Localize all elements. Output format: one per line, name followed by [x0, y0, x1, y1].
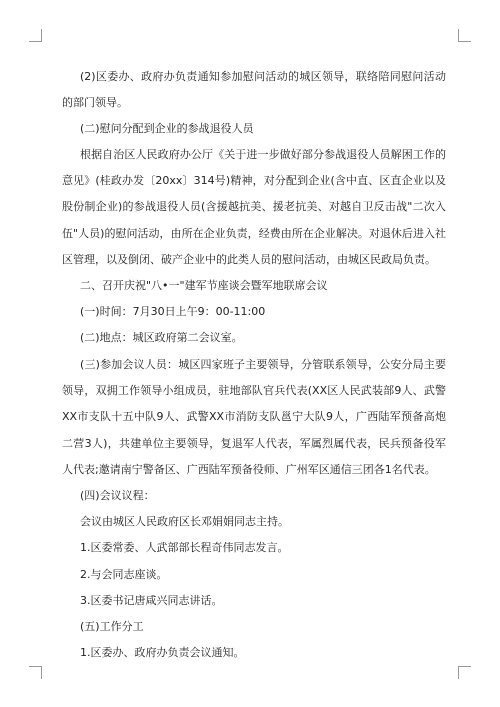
paragraph-notify-leaders: (2)区委办、政府办负责通知参加慰问活动的城区领导，联络陪同慰问活动的部门领导。: [62, 70, 446, 110]
paragraph-enterprise-veterans: 根据自治区人民政府办公厅《关于进一步做好部分参战退役人员解困工作的意见》(桂政办发〔20xx〕314号)精神，对分配到企业(含中直、区直企业以及股份制企业)的参战退役人员(含援越抗美、援老抗美、对越自卫反击战"二次入伍"人员)的慰问活动，由所在企业负责，经费由所在企业解决。对退休后进入社区管理，以及倒闭、破产企业中的此类人员的慰问活动，由城区民政局负责。: [62, 148, 446, 266]
agenda-host: 会议由城区人民政府区长邓娟娟同志主持。: [80, 515, 289, 528]
crop-mark-bottom-left: [29, 666, 42, 679]
heading-division-of-work: (五)工作分工: [80, 620, 144, 633]
heading-army-day-meeting: 二、召开庆祝"八•一"建军节座谈会暨军地联席会议: [80, 279, 328, 292]
crop-mark-top-left: [29, 29, 42, 42]
heading-agenda: (四)会议议程：: [80, 489, 155, 502]
meeting-location: (二)地点：城区政府第二会议室。: [80, 331, 243, 344]
agenda-item-2: 2.与会同志座谈。: [80, 568, 168, 581]
work-item-1: 1.区委办、政府办负责会议通知。: [80, 646, 245, 659]
crop-mark-bottom-right: [458, 666, 471, 679]
meeting-attendees: (三)参加会议人员：城区四家班子主要领导，分管联系领导，公安分局主要领导，双拥工作领导小组成员，驻地部队官兵代表(XX区人民武装部9人、武警XX市支队十五中队9人、武警XX市消防支队邕宁大队9人，广西陆军预备高炮二营3人)，共建单位主要领导，复退军人代表，军属烈属代表，民兵预备役军人代表;邀请南宁警备区、广西陆军预备役师、广州军区通信三团各1名代表。: [62, 358, 446, 476]
crop-mark-top-right: [458, 29, 471, 42]
agenda-item-3: 3.区委书记唐咸兴同志讲话。: [80, 594, 223, 607]
agenda-item-1: 1.区委常委、人武部部长程奇伟同志发言。: [80, 541, 289, 554]
meeting-time: (一)时间：7月30日上午9：00-11:00: [80, 305, 266, 318]
heading-enterprise-veterans: (二)慰问分配到企业的参战退役人员: [80, 122, 254, 135]
